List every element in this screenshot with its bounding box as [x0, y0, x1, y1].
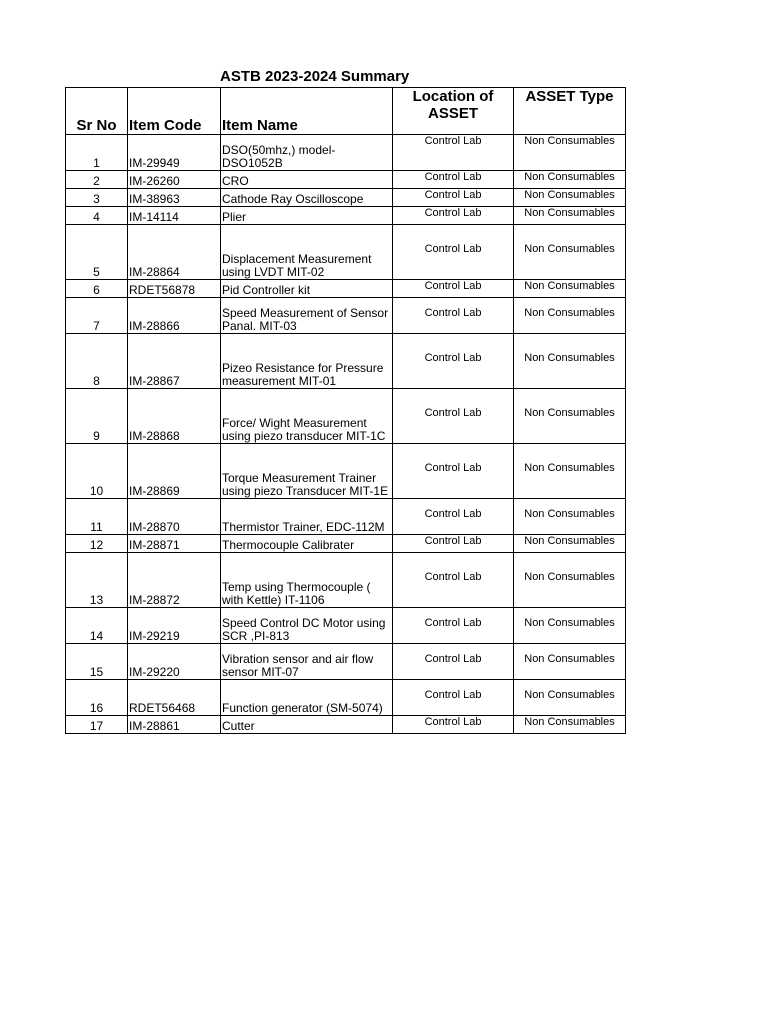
cell-asset-type: Non Consumables [514, 135, 626, 171]
cell-item-name: Temp using Thermocouple ( with Kettle) IT-1106 [221, 553, 393, 608]
header-location: Location of ASSET [393, 88, 514, 135]
cell-item-name: Force/ Wight Measurement using piezo transducer MIT-1C [221, 389, 393, 444]
table-row [66, 135, 626, 171]
cell-location: Control Lab [393, 225, 514, 280]
table-row [66, 171, 626, 189]
cell-asset-type: Non Consumables [514, 553, 626, 608]
cell-asset-type: Non Consumables [514, 207, 626, 225]
header-sr-no: Sr No [66, 88, 128, 135]
cell-item-name: Plier [221, 207, 393, 225]
cell-asset-type: Non Consumables [514, 535, 626, 553]
cell-asset-type: Non Consumables [514, 334, 626, 389]
cell-sr-no: 7 [66, 298, 128, 334]
cell-asset-type: Non Consumables [514, 189, 626, 207]
cell-location: Control Lab [393, 389, 514, 444]
cell-location: Control Lab [393, 608, 514, 644]
table-row [66, 280, 626, 298]
cell-asset-type: Non Consumables [514, 298, 626, 334]
table-row [66, 716, 626, 734]
cell-item-name: Thermocouple Calibrater [221, 535, 393, 553]
cell-item-code: RDET56878 [128, 280, 221, 298]
cell-asset-type: Non Consumables [514, 716, 626, 734]
cell-location: Control Lab [393, 171, 514, 189]
asset-table [65, 87, 626, 734]
table-row [66, 680, 626, 716]
cell-sr-no: 11 [66, 499, 128, 535]
cell-item-name: Cathode Ray Oscilloscope [221, 189, 393, 207]
cell-sr-no: 15 [66, 644, 128, 680]
table-row [66, 334, 626, 389]
cell-sr-no: 14 [66, 608, 128, 644]
cell-location: Control Lab [393, 644, 514, 680]
cell-item-name: Cutter [221, 716, 393, 734]
cell-item-name: Function generator (SM-5074) [221, 680, 393, 716]
table-row [66, 608, 626, 644]
cell-item-code: IM-29219 [128, 608, 221, 644]
cell-item-name: CRO [221, 171, 393, 189]
cell-sr-no: 2 [66, 171, 128, 189]
cell-sr-no: 5 [66, 225, 128, 280]
header-item-name: Item Name [221, 88, 393, 135]
cell-asset-type: Non Consumables [514, 644, 626, 680]
cell-asset-type: Non Consumables [514, 171, 626, 189]
cell-sr-no: 1 [66, 135, 128, 171]
cell-item-code: IM-14114 [128, 207, 221, 225]
cell-item-code: IM-28870 [128, 499, 221, 535]
cell-location: Control Lab [393, 135, 514, 171]
cell-item-code: IM-28866 [128, 298, 221, 334]
cell-location: Control Lab [393, 535, 514, 553]
cell-location: Control Lab [393, 499, 514, 535]
cell-location: Control Lab [393, 716, 514, 734]
cell-location: Control Lab [393, 553, 514, 608]
cell-item-code: RDET56468 [128, 680, 221, 716]
cell-item-code: IM-29220 [128, 644, 221, 680]
cell-asset-type: Non Consumables [514, 389, 626, 444]
cell-item-code: IM-28864 [128, 225, 221, 280]
cell-item-name: DSO(50mhz,) model-DSO1052B [221, 135, 393, 171]
cell-item-name: Speed Measurement of Sensor Panal. MIT-03 [221, 298, 393, 334]
cell-item-name: Displacement Measurement using LVDT MIT-02 [221, 225, 393, 280]
cell-item-code: IM-38963 [128, 189, 221, 207]
table-row [66, 553, 626, 608]
cell-sr-no: 16 [66, 680, 128, 716]
table-row [66, 389, 626, 444]
table-row [66, 644, 626, 680]
cell-item-code: IM-29949 [128, 135, 221, 171]
table-row [66, 535, 626, 553]
table-row [66, 499, 626, 535]
cell-asset-type: Non Consumables [514, 444, 626, 499]
cell-location: Control Lab [393, 189, 514, 207]
cell-sr-no: 4 [66, 207, 128, 225]
cell-asset-type: Non Consumables [514, 499, 626, 535]
cell-location: Control Lab [393, 680, 514, 716]
table-row [66, 225, 626, 280]
cell-location: Control Lab [393, 298, 514, 334]
header-item-code: Item Code [128, 88, 221, 135]
cell-item-code: IM-28871 [128, 535, 221, 553]
sheet-title: ASTB 2023-2024 Summary [220, 68, 410, 85]
cell-sr-no: 17 [66, 716, 128, 734]
cell-sr-no: 8 [66, 334, 128, 389]
cell-sr-no: 10 [66, 444, 128, 499]
cell-asset-type: Non Consumables [514, 608, 626, 644]
cell-sr-no: 6 [66, 280, 128, 298]
cell-location: Control Lab [393, 207, 514, 225]
cell-sr-no: 13 [66, 553, 128, 608]
cell-location: Control Lab [393, 280, 514, 298]
cell-item-code: IM-26260 [128, 171, 221, 189]
table-row [66, 298, 626, 334]
cell-item-name: Thermistor Trainer, EDC-112M [221, 499, 393, 535]
header-row [66, 88, 626, 135]
cell-sr-no: 12 [66, 535, 128, 553]
cell-item-name: Vibration sensor and air flow sensor MIT-07 [221, 644, 393, 680]
cell-location: Control Lab [393, 334, 514, 389]
cell-sr-no: 3 [66, 189, 128, 207]
cell-location: Control Lab [393, 444, 514, 499]
cell-item-code: IM-28869 [128, 444, 221, 499]
table-row [66, 444, 626, 499]
cell-item-code: IM-28861 [128, 716, 221, 734]
header-asset-type: ASSET Type [514, 88, 626, 135]
cell-item-name: Speed Control DC Motor using SCR ,PI-813 [221, 608, 393, 644]
cell-asset-type: Non Consumables [514, 225, 626, 280]
cell-item-name: Torque Measurement Trainer using piezo Transducer MIT-1E [221, 444, 393, 499]
cell-item-name: Pid Controller kit [221, 280, 393, 298]
cell-item-code: IM-28867 [128, 334, 221, 389]
cell-asset-type: Non Consumables [514, 680, 626, 716]
table-row [66, 189, 626, 207]
cell-item-code: IM-28872 [128, 553, 221, 608]
cell-asset-type: Non Consumables [514, 280, 626, 298]
table-row [66, 207, 626, 225]
cell-item-name: Pizeo Resistance for Pressure measurement MIT-01 [221, 334, 393, 389]
cell-sr-no: 9 [66, 389, 128, 444]
cell-item-code: IM-28868 [128, 389, 221, 444]
